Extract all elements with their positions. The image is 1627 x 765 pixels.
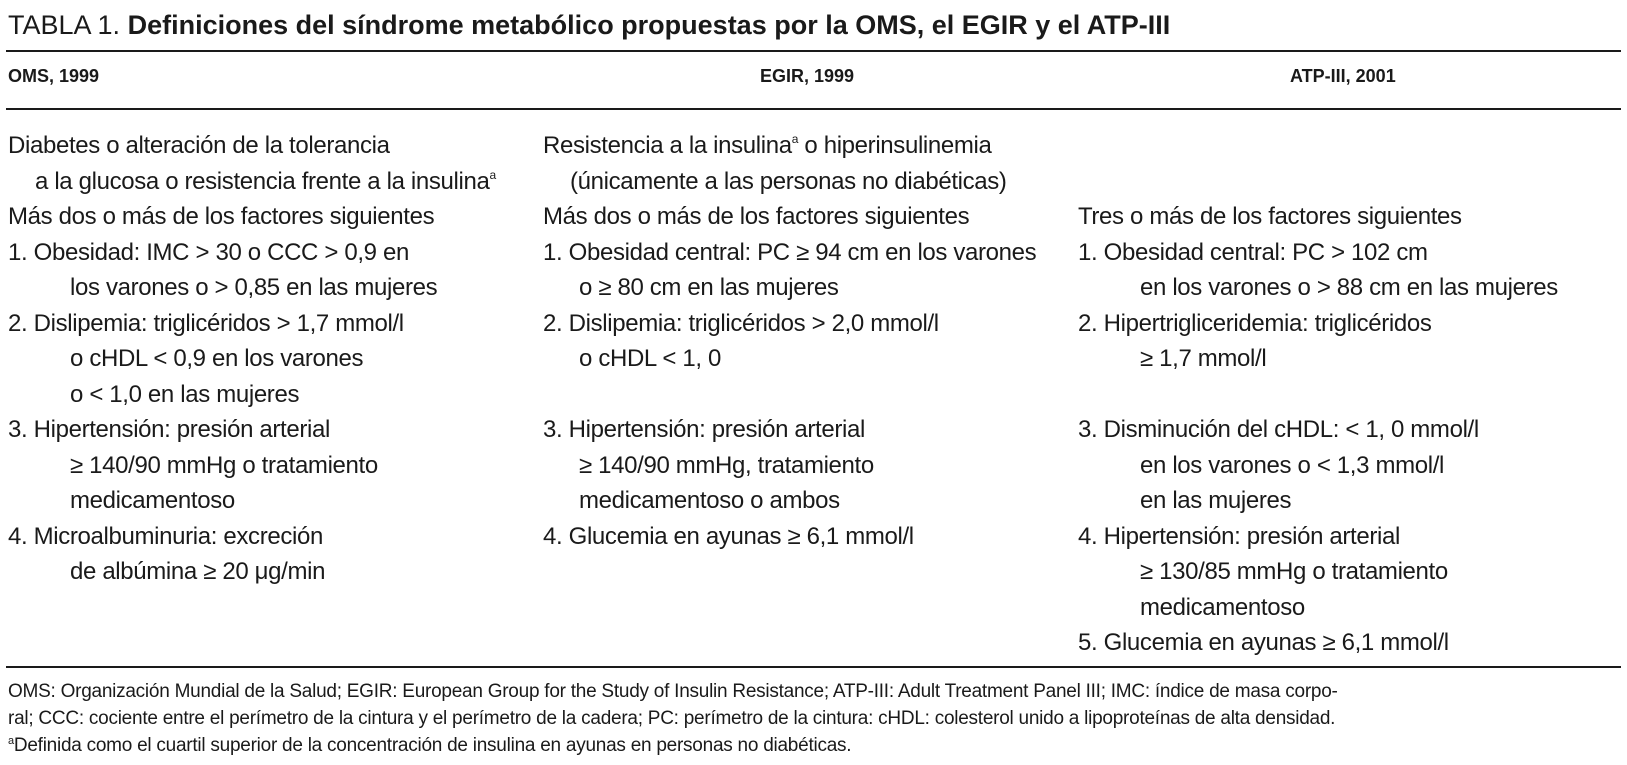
atp-line-empty (1078, 128, 1558, 164)
egir-line: o cHDL < 1, 0 (579, 345, 721, 372)
egir-line: 3. Hipertensión: presión arterial (543, 416, 865, 443)
oms-line: 2. Dislipemia: triglicéridos > 1,7 mmol/l (8, 309, 404, 337)
oms-line: 4. Microalbuminuria: excreción (8, 522, 323, 550)
atp-line: en los varones o > 88 cm en las mujeres (1140, 274, 1558, 301)
atp-line: 2. Hipertrigliceridemia: triglicéridos (1078, 309, 1432, 337)
egir-line: 2. Dislipemia: triglicéridos > 2,0 mmol/l (543, 309, 939, 337)
oms-line: o cHDL < 0,9 en los varones (70, 345, 364, 372)
egir-line: 4. Glucemia en ayunas ≥ 6,1 mmol/l (543, 522, 914, 550)
bottom-rule (6, 666, 1621, 668)
atp-line: 4. Hipertensión: presión arterial (1078, 522, 1400, 550)
atp-line-empty (1078, 164, 1558, 200)
oms-line: Diabetes o alteración de la tolerancia (8, 132, 390, 159)
egir-line: (únicamente a las personas no diabéticas) (570, 167, 1007, 195)
footnote-line: ral; CCC: cociente entre el perímetro de la cintura y el perímetro de la cadera; PC: perímetro de la cintura: cHDL: colesterol unido a lipoproteínas de alta densidad. (8, 708, 1336, 729)
column-atp (1078, 128, 1558, 661)
atp-line: 5. Glucemia en ayunas ≥ 6,1 mmol/l (1078, 629, 1449, 656)
egir-line: ≥ 140/90 mmHg, tratamiento (579, 451, 874, 479)
footnote-line: $^a$Definida como el cuartil superior de la concentración de insulina en ayunas en personas no diabéticas. (8, 735, 852, 756)
oms-line: a la glucosa o resistencia frente a la insulina$^a$ (35, 167, 496, 195)
egir-line: Resistencia a la insulina$^a$ o hiperinsulinemia (543, 132, 992, 159)
atp-line-empty (1078, 377, 1558, 413)
atp-line: en las mujeres (1140, 487, 1292, 514)
oms-line: Más dos o más de los factores siguientes (8, 203, 435, 230)
top-rule (6, 50, 1621, 52)
atp-line: ≥ 1,7 mmol/l (1140, 345, 1267, 372)
oms-line: de albúmina ≥ 20 μg/min (70, 558, 326, 585)
footnote-line: OMS: Organización Mundial de la Salud; EGIR: European Group for the Study of Insulin Resistance; ATP-III: Adult Treatment Panel III; IMC: índice de masa corpo- (8, 681, 1338, 702)
egir-line: Más dos o más de los factores siguientes (543, 203, 970, 230)
table-caption: Definiciones del síndrome metabólico propuestas por la OMS, el EGIR y el ATP-III (127, 10, 1171, 40)
atp-line: ≥ 130/85 mmHg o tratamiento (1140, 558, 1448, 585)
oms-line: medicamentoso (70, 487, 235, 514)
table-title (8, 8, 1170, 42)
header-egir: EGIR, 1999 (760, 66, 855, 86)
header-rule (6, 108, 1621, 110)
header-oms: OMS, 1999 (8, 66, 100, 86)
oms-line: 3. Hipertensión: presión arterial (8, 416, 330, 443)
column-egir (543, 128, 1036, 554)
atp-line: en los varones o < 1,3 mmol/l (1140, 451, 1445, 479)
atp-line: medicamentoso (1140, 593, 1305, 621)
oms-line: 1. Obesidad: IMC > 30 o CCC > 0,9 en (8, 238, 409, 266)
atp-line: Tres o más de los factores siguientes (1078, 203, 1462, 230)
egir-line: medicamentoso o ambos (579, 487, 840, 514)
egir-line: o ≥ 80 cm en las mujeres (579, 274, 839, 301)
table-label: TABLA 1. (8, 10, 121, 40)
oms-line: o < 1,0 en las mujeres (70, 380, 300, 408)
oms-line: ≥ 140/90 mmHg o tratamiento (70, 451, 378, 479)
atp-line: 3. Disminución del cHDL: < 1, 0 mmol/l (1078, 416, 1479, 443)
egir-line-empty (543, 377, 1036, 413)
egir-line: 1. Obesidad central: PC ≥ 94 cm en los varones (543, 238, 1037, 266)
oms-line: los varones o > 0,85 en las mujeres (70, 274, 438, 301)
header-atp: ATP-III, 2001 (1290, 66, 1396, 86)
atp-line: 1. Obesidad central: PC > 102 cm (1078, 238, 1428, 266)
table-footnotes (8, 678, 1338, 759)
column-oms (8, 128, 496, 590)
